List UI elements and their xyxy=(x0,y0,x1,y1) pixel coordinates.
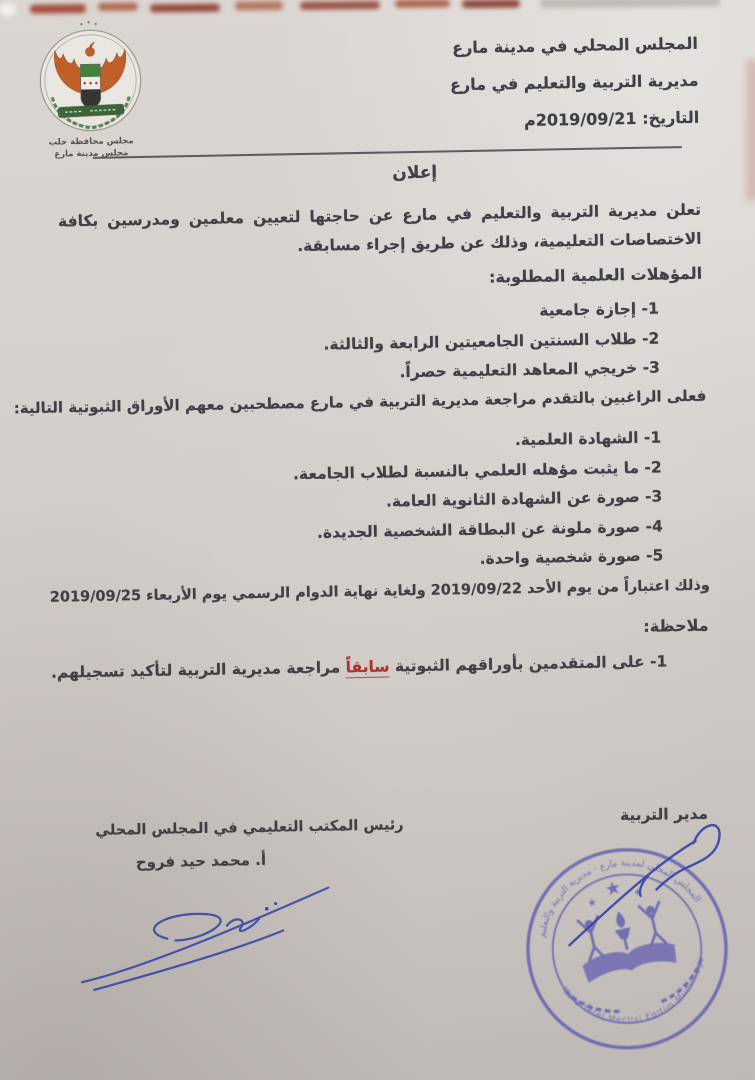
documents-list xyxy=(292,423,663,578)
documents-intro: فعلى الراغبين بالتقدم مراجعة مديرية التربية في مارع مصطحبين معهم الأوراق الثبوتية التالية: xyxy=(13,386,707,418)
note-prefix: 1- على المتقدمين بأوراقهم الثبوتية xyxy=(389,652,668,676)
list-item: 3- صورة عن الشهادة الثانوية العامة. xyxy=(385,487,663,511)
org-name-line1: المجلس المحلي في مدينة مارع xyxy=(452,33,699,58)
announcement-title: إعلان xyxy=(392,162,438,184)
note-suffix: مراجعة مديرية التربية لتأكيد تسجيلهم. xyxy=(50,658,346,682)
list-item: 5- صورة شخصية واحدة. xyxy=(479,546,664,569)
svg-text:★: ★ xyxy=(586,897,598,910)
qualifications-list xyxy=(323,295,660,390)
list-item: 4- صورة ملونة عن البطاقة الشخصية الجديدة. xyxy=(316,517,663,542)
note-highlighted-word: سابقاً xyxy=(345,657,390,677)
logo-caption-line1: مجلس محافظة حلب xyxy=(48,136,134,148)
stamp-arc-top-text: المجلس المحلي لمدينة مارع - مديرية التربية والتعليم xyxy=(536,857,703,939)
council-emblem-logo xyxy=(16,15,164,162)
date-line: التاريخ: 2019/09/21م xyxy=(523,107,700,130)
eagle-flag-emblem-icon xyxy=(29,15,151,138)
list-item: 1- إجازة جامعية xyxy=(539,299,659,320)
note-heading: ملاحظة: xyxy=(643,615,709,636)
org-name-line2: مديرية التربية والتعليم في مارع xyxy=(449,70,699,95)
signatory-name-left: أ. محمد حيد فروح xyxy=(135,850,267,872)
qualifications-heading: المؤهلات العلمية المطلوبة: xyxy=(488,263,703,287)
letterhead xyxy=(449,25,700,141)
svg-text:★: ★ xyxy=(632,886,644,900)
list-item: 2- طلاب السنتين الجامعيتين الرابعة والثالثة. xyxy=(323,329,660,354)
note-item xyxy=(51,652,668,681)
signature-title-left: رئيس المكتب التعليمي في المجلس المحلي xyxy=(95,817,404,839)
handwritten-signature-right-icon xyxy=(555,814,743,957)
list-item: 3- خريجي المعاهد التعليمية حصراً. xyxy=(399,358,661,382)
handwritten-signature-left-icon xyxy=(66,861,348,1001)
stamp-arc-bottom-text: Mare Yerel Meclisi Egitim Mudurlugu xyxy=(560,954,706,1025)
header-divider xyxy=(93,146,682,159)
svg-text:★: ★ xyxy=(602,876,624,901)
logo-caption-line2: مجلس مدينة مارع xyxy=(54,147,129,160)
signature-title-right: مدير التربية xyxy=(619,804,709,825)
list-item: 1- الشهادة العلمية. xyxy=(514,428,662,450)
intro-paragraph: تعلن مديرية التربية والتعليم في مارع عن حاجتها لتعيين معلمين ومدرسين بكافة الاختصاصات التعليمية، وذلك عن طريق إجراء مسابقة. xyxy=(57,200,702,256)
list-item: 2- ما يثبت مؤهله العلمي بالنسبة لطلاب الجامعة. xyxy=(292,458,662,483)
application-period: وذلك اعتباراً من يوم الأحد 2019/09/22 ولغاية نهاية الدوام الرسمي يوم الأربعاء 2019/09/25 xyxy=(49,577,711,606)
